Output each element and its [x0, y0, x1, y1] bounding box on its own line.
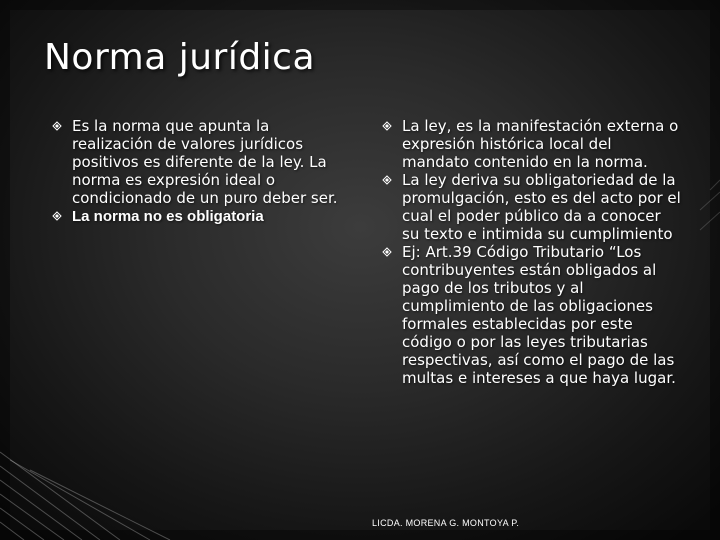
slide-title: Norma jurídica [44, 37, 316, 78]
diamond-bullet-icon [382, 247, 392, 257]
diamond-bullet-icon [382, 121, 392, 131]
diamond-bullet-icon [52, 211, 62, 221]
list-item-text: Ej: Art.39 Código Tributario “Los contribuyentes están obligados al pago de los tributos y al cumplimiento de las obligaciones formales establecidas por este código o por las leyes tributarias respectivas, así como el pago de las multas e intereses a que haya lugar. [402, 243, 676, 387]
right-bullet-list [382, 117, 682, 387]
list-item [382, 117, 682, 171]
list-item [52, 207, 352, 226]
author-footer: LICDA. MORENA G. MONTOYA P. [372, 518, 520, 528]
list-item [382, 243, 682, 387]
list-item [52, 117, 352, 207]
diamond-bullet-icon [382, 175, 392, 185]
diamond-bullet-icon [52, 121, 62, 131]
list-item-text: Es la norma que apunta la realización de valores jurídicos positivos es diferente de la ley. La norma es expresión ideal o condicionado de un puro deber ser. [72, 117, 338, 207]
list-item-text: La ley deriva su obligatoriedad de la promulgación, esto es del acto por el cual el poder público da a conocer su texto e intimida su cumplimiento [402, 171, 681, 243]
list-item-text-bold: La norma no es obligatoria [72, 208, 264, 225]
left-bullet-list [52, 117, 352, 226]
list-item-text: La ley, es la manifestación externa o expresión histórica local del mandato contenido en la norma. [402, 117, 679, 171]
list-item [382, 171, 682, 243]
